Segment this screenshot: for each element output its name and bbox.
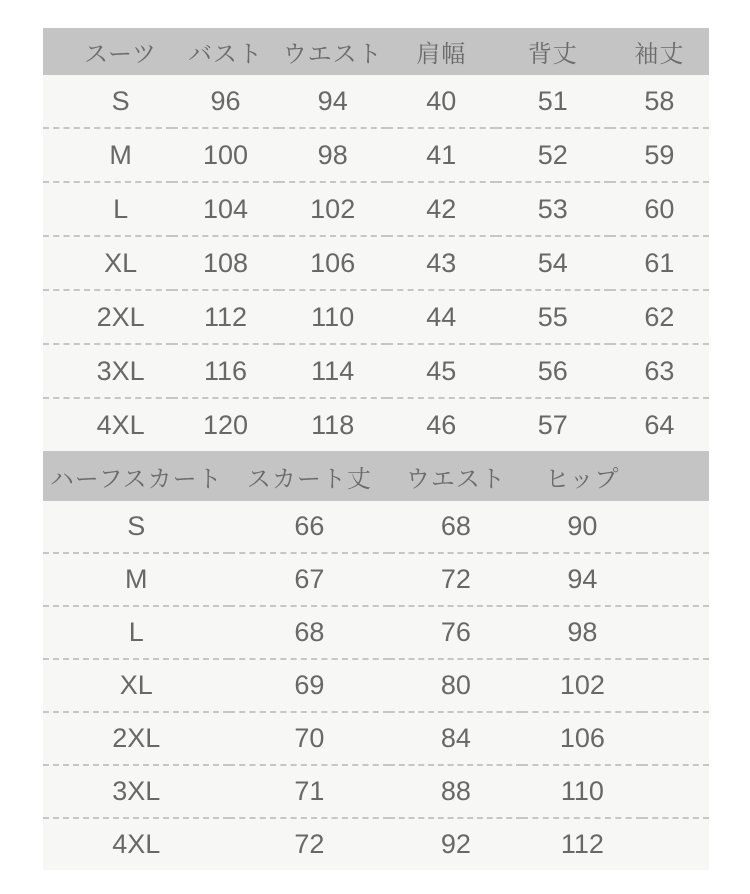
value-cell: 72 [389,553,522,606]
spacer-cell [642,606,709,659]
value-cell: 98 [522,606,642,659]
value-cell: 94 [279,75,387,128]
value-cell: 51 [496,75,610,128]
spacer-cell [642,659,709,712]
suit-column-header-bust: バスト [172,28,279,75]
value-cell: 116 [172,344,279,398]
table-row [43,501,709,553]
value-cell: 59 [610,128,709,182]
value-cell: 110 [522,765,642,818]
value-cell: 92 [389,818,522,870]
spacer-cell [642,818,709,870]
value-cell: 110 [279,290,387,344]
value-cell: 108 [172,236,279,290]
value-cell: 112 [172,290,279,344]
value-cell: 72 [229,818,389,870]
suit-table-header-row [43,28,709,75]
value-cell: 88 [389,765,522,818]
size-cell: 2XL [43,290,172,344]
size-cell: XL [43,659,229,712]
table-row [43,659,709,712]
table-row [43,818,709,870]
size-cell: M [43,128,172,182]
size-cell: XL [43,236,172,290]
value-cell: 120 [172,398,279,451]
value-cell: 98 [279,128,387,182]
table-row [43,290,709,344]
suit-column-header-size: スーツ [43,28,172,75]
table-row [43,398,709,451]
size-cell: 3XL [43,765,229,818]
table-row [43,75,709,128]
size-cell: 2XL [43,712,229,765]
value-cell: 66 [229,501,389,553]
skirt-column-header-length: スカート丈 [229,451,389,501]
value-cell: 42 [387,182,496,236]
size-cell: 4XL [43,818,229,870]
value-cell: 60 [610,182,709,236]
value-cell: 45 [387,344,496,398]
table-row [43,712,709,765]
value-cell: 62 [610,290,709,344]
spacer-cell [642,501,709,553]
value-cell: 70 [229,712,389,765]
value-cell: 61 [610,236,709,290]
value-cell: 96 [172,75,279,128]
value-cell: 71 [229,765,389,818]
table-row [43,344,709,398]
size-cell: L [43,606,229,659]
skirt-column-header-size: ハーフスカート [43,451,229,501]
value-cell: 67 [229,553,389,606]
value-cell: 52 [496,128,610,182]
skirt-table-header-row [43,451,709,501]
size-cell: L [43,182,172,236]
spacer-header-cell [642,451,709,501]
value-cell: 54 [496,236,610,290]
value-cell: 90 [522,501,642,553]
value-cell: 118 [279,398,387,451]
value-cell: 68 [229,606,389,659]
value-cell: 100 [172,128,279,182]
value-cell: 53 [496,182,610,236]
value-cell: 68 [389,501,522,553]
table-row [43,182,709,236]
value-cell: 76 [389,606,522,659]
value-cell: 102 [522,659,642,712]
table-row [43,236,709,290]
value-cell: 102 [279,182,387,236]
value-cell: 57 [496,398,610,451]
value-cell: 46 [387,398,496,451]
table-row [43,553,709,606]
value-cell: 63 [610,344,709,398]
value-cell: 104 [172,182,279,236]
table-row [43,128,709,182]
value-cell: 84 [389,712,522,765]
value-cell: 40 [387,75,496,128]
size-cell: 3XL [43,344,172,398]
value-cell: 58 [610,75,709,128]
value-cell: 64 [610,398,709,451]
suit-column-header-back: 背丈 [496,28,610,75]
value-cell: 55 [496,290,610,344]
spacer-cell [642,765,709,818]
skirt-size-table [43,451,709,870]
table-row [43,606,709,659]
suit-column-header-waist: ウエスト [279,28,387,75]
value-cell: 112 [522,818,642,870]
value-cell: 43 [387,236,496,290]
value-cell: 44 [387,290,496,344]
suit-column-header-shoulder: 肩幅 [387,28,496,75]
size-cell: M [43,553,229,606]
value-cell: 41 [387,128,496,182]
suit-size-table [43,28,709,451]
value-cell: 94 [522,553,642,606]
spacer-cell [642,712,709,765]
value-cell: 80 [389,659,522,712]
value-cell: 69 [229,659,389,712]
size-cell: S [43,501,229,553]
value-cell: 106 [522,712,642,765]
skirt-column-header-waist: ウエスト [389,451,522,501]
size-cell: S [43,75,172,128]
value-cell: 106 [279,236,387,290]
size-cell: 4XL [43,398,172,451]
table-row [43,765,709,818]
skirt-column-header-hip: ヒップ [522,451,642,501]
value-cell: 56 [496,344,610,398]
suit-column-header-sleeve: 袖丈 [610,28,709,75]
spacer-cell [642,553,709,606]
value-cell: 114 [279,344,387,398]
